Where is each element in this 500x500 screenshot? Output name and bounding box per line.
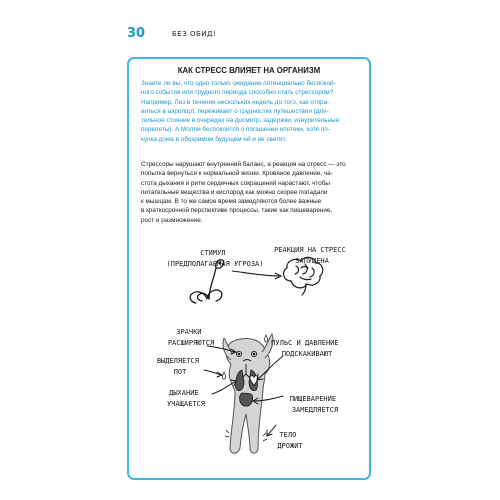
paragraph-line: попытка вернуться к нормальной жизни. Кровяное давление, ча-	[141, 170, 333, 178]
paragraph-line: ного события или трудного периода способно стать стрессором?	[141, 89, 334, 97]
label-reaction: РЕАКЦИЯ НА СТРЕСС ЗАПУЩЕНА	[274, 246, 346, 265]
label-pulse: ПУЛЬС И ДАВЛЕНИЕ ПОДСКАКИВАЮТ	[271, 339, 339, 358]
label-breathing: ДЫХАНИЕ УЧАЩАЕТСЯ	[167, 389, 205, 408]
page-number: 30	[127, 26, 146, 41]
paragraph-line: к мышцам. В то же самое время замедляются более важные	[141, 198, 322, 205]
label-stimulus: СТИМУЛ (ПРЕДПОЛАГАЕМАЯ УГРОЗА)	[166, 249, 264, 268]
paragraph-line: в краткосрочной перспективе процессы, такие как пищеварение,	[141, 207, 333, 215]
paragraph-line: питательные вещества и кислород как можно скорее попадали	[141, 188, 328, 196]
sidebar-title: КАК СТРЕСС ВЛИЯЕТ НА ОРГАНИЗМ	[177, 66, 321, 75]
arrow-stimulus-to-brain	[232, 271, 279, 276]
body-figure-icon	[223, 334, 274, 453]
paragraph-line: перелеты). А Молли беспокоится о погашении ипотеки, хотя по-	[141, 126, 330, 134]
stomach-icon	[240, 393, 253, 406]
running-head: БЕЗ ОБИД!	[172, 30, 217, 38]
paragraph-line: тельное стояние в очередях на досмотр, задержки, изнурительные	[141, 117, 340, 124]
paragraph-line: купка дома в обозримом будущем ей и не светит.	[141, 135, 287, 143]
paragraph-line: стота дыхания и ритм сердечных сокращений нарастают, чтобы	[141, 179, 330, 187]
label-trembling: ТЕЛО ДРОЖИТ	[277, 431, 303, 450]
paragraph-line: рост и размножение.	[141, 216, 203, 224]
label-pupils: ЗРАЧКИ РАСШИРЯЮТСЯ	[167, 328, 215, 347]
paragraph-line: виться в аэропорт, переживает о трудностях путешествия (дли-	[141, 107, 329, 115]
paragraph-line: Стрессоры нарушают внутренний баланс, а реакция на стресс — это	[141, 161, 346, 168]
paragraph-line: Например, Лиз в течение нескольких недель до того, как отпра-	[141, 98, 330, 106]
label-sweat: ВЫДЕЛЯЕТСЯ ПОТ	[156, 357, 199, 376]
label-digestion: ПИЩЕВАРЕНИЕ ЗАМЕДЛЯЕТСЯ	[289, 395, 339, 414]
sweat-drop-icon	[265, 335, 268, 342]
arrow-breathing	[212, 381, 236, 394]
sweat-drop-icon	[223, 372, 226, 379]
paragraph-line: Знаете ли вы, что одно только ожидание потенциально беспокой-	[141, 80, 336, 87]
